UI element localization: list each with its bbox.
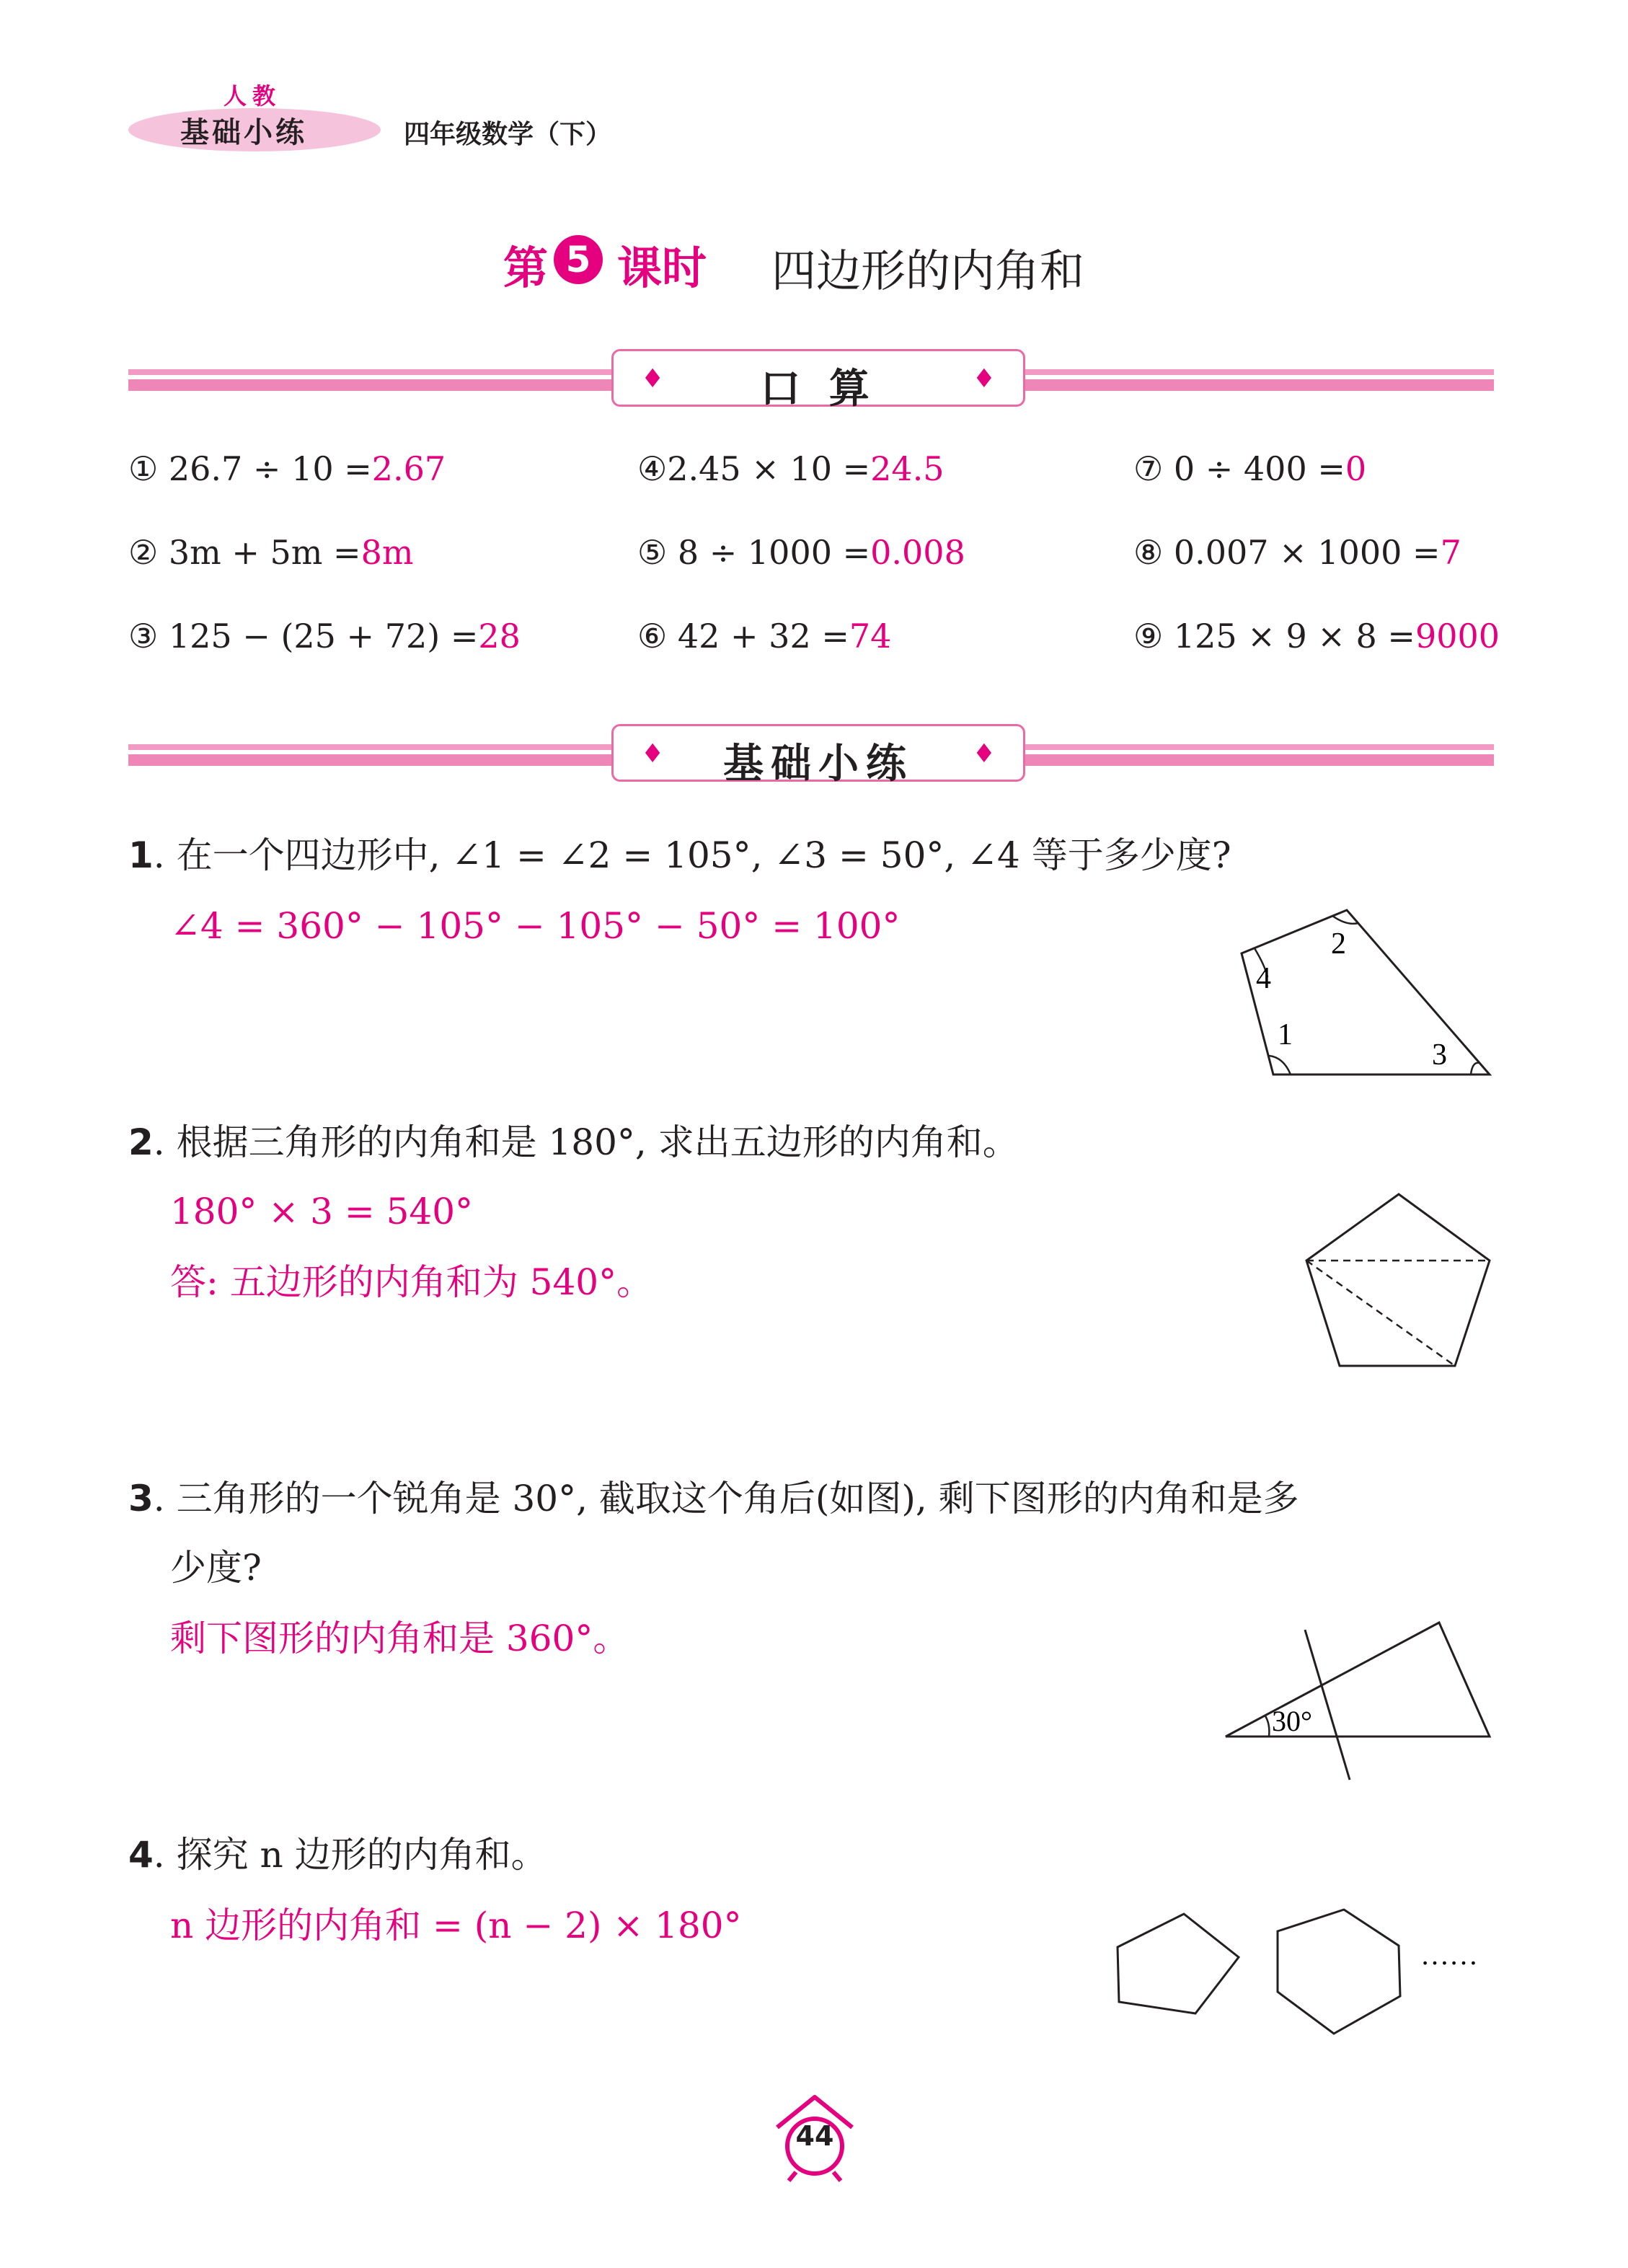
angle-label: 4 (1256, 962, 1271, 995)
diamond-icon: ♦ (641, 739, 665, 769)
mental-math-item: ⑦ 0 ÷ 400 =0 (1133, 449, 1367, 488)
book-title: 四年级数学（下） (404, 120, 612, 149)
angle-label: 1 (1278, 1018, 1293, 1051)
answer-2-line-2: 答: 五边形的内角和为 540°。 (170, 1261, 653, 1303)
mental-math-item: ② 3m + 5m =8m (128, 533, 414, 572)
diamond-icon: ♦ (972, 364, 996, 394)
mental-math-item: ⑧ 0.007 × 1000 =7 (1133, 533, 1461, 572)
diamond-icon: ♦ (972, 739, 996, 769)
lesson-title: 四边形的内角和 (771, 244, 1085, 297)
answer-3: 剩下图形的内角和是 360°。 (170, 1618, 629, 1659)
section-title: 基础小练 (723, 741, 913, 787)
problem-3: 3. 三角形的一个锐角是 30°, 截取这个角后(如图), 剩下图形的内角和是多 (128, 1478, 1299, 1519)
quadrilateral-figure (1226, 901, 1500, 1089)
brand-publisher: 人教 (224, 82, 282, 110)
polygons-figure (1110, 1904, 1500, 2048)
cut-triangle-figure (1218, 1615, 1500, 1788)
diamond-icon: ♦ (641, 364, 665, 394)
mental-math-item: ③ 125 − (25 + 72) =28 (128, 617, 521, 656)
problem-3-continued: 少度? (170, 1547, 262, 1589)
lesson-number-badge: 5 (554, 235, 603, 284)
mental-math-item: ⑨ 125 × 9 × 8 =9000 (1133, 617, 1500, 656)
problem-1: 1. 在一个四边形中, ∠1 = ∠2 = 105°, ∠3 = 50°, ∠4 等于多少度? (128, 834, 1231, 876)
brand-series-title: 基础小练 (180, 116, 307, 149)
ellipsis-label: …… (1420, 1938, 1478, 1971)
mental-math-item: ① 26.7 ÷ 10 =2.67 (128, 449, 446, 488)
angle-label-30: 30° (1272, 1705, 1312, 1737)
lesson-prefix: 第 (503, 242, 549, 294)
problem-4: 4. 探究 n 边形的内角和。 (128, 1834, 547, 1876)
answer-2-line-1: 180° × 3 = 540° (170, 1191, 474, 1232)
mental-math-item: ⑤ 8 ÷ 1000 =0.008 (637, 533, 965, 572)
answer-1: ∠4 = 360° − 105° − 105° − 50° = 100° (170, 905, 901, 947)
pentagon-figure (1298, 1190, 1500, 1377)
angle-label: 3 (1432, 1038, 1447, 1072)
section-header-practice (611, 724, 1025, 787)
answer-4: n 边形的内角和 = (n − 2) × 180° (170, 1905, 742, 1946)
section-title: 口 算 (760, 366, 877, 412)
mental-math-item: ④2.45 × 10 =24.5 (637, 449, 944, 488)
angle-label: 2 (1331, 927, 1346, 961)
problem-2: 2. 根据三角形的内角和是 180°, 求出五边形的内角和。 (128, 1121, 1019, 1163)
lesson-suffix: 课时 (617, 242, 707, 294)
mental-math-item: ⑥ 42 + 32 =74 (637, 617, 892, 656)
page-number: 44 (795, 2120, 834, 2152)
section-header-mental-math (611, 349, 1025, 412)
